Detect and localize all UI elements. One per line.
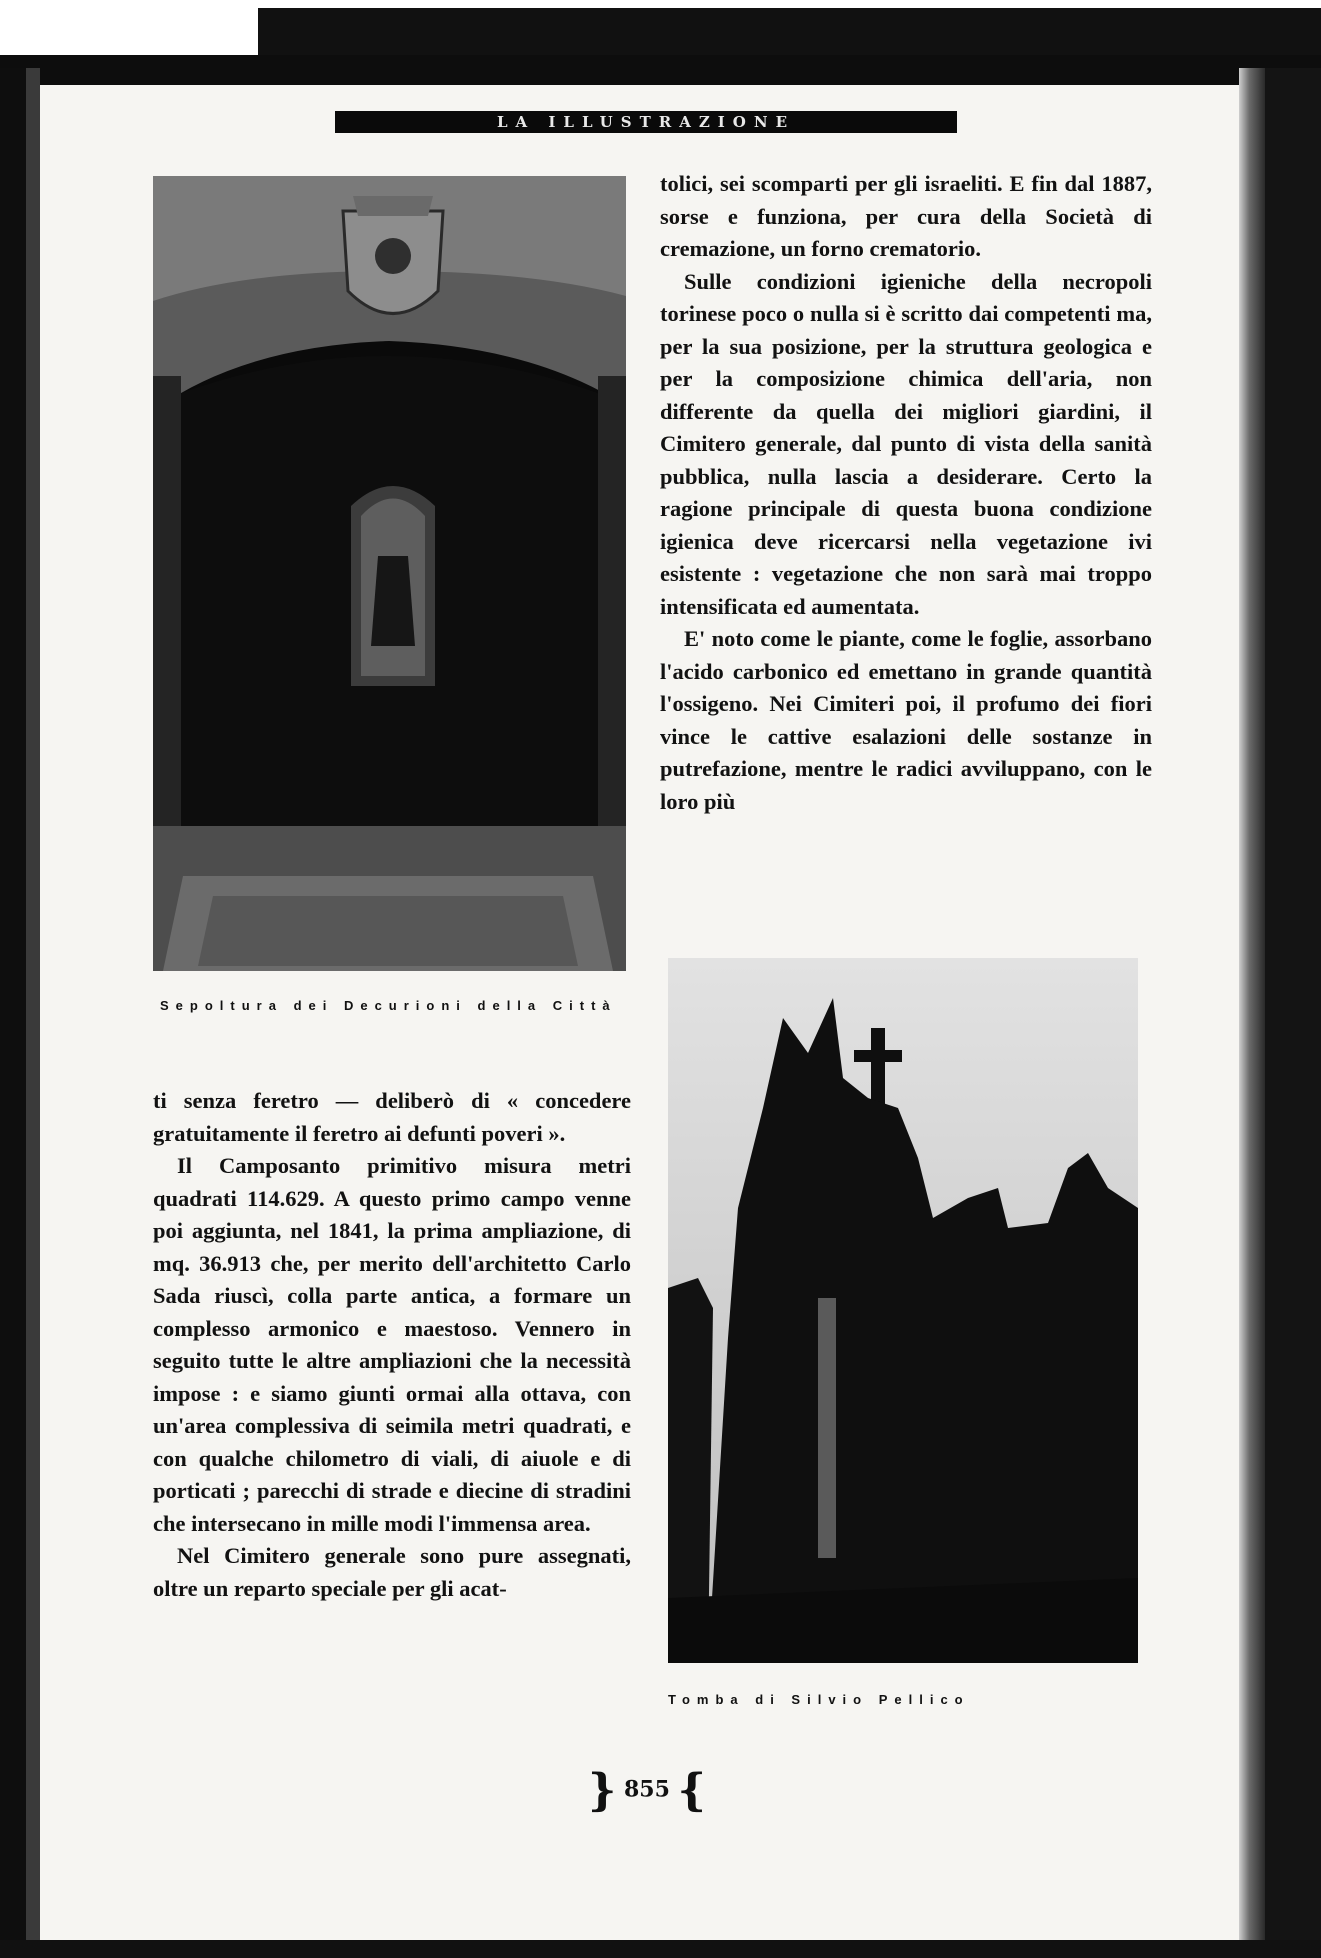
left-paragraph-2: Il Camposanto primitivo misura metri quadrati 114.629. A questo primo campo venne poi aggiunta, nel 1841, la prima ampliazione, di mq. 36.913 che, per merito dell'architetto Carlo Sada riuscì, colla parte antica, a formare un complesso armonico e maestoso. Vennero in seguito tutte le altre ampliazioni che la necessità impose : e siamo giunti ormai alla ottava, con un'area complessiva di seimila metri quadrati, e con qualche chilometro di viali, di aiuole e di porticati ; parecchi di strade e diecine di stradini che intersecano in mille modi l'immensa area. bbox=[153, 1153, 631, 1536]
window-icon bbox=[351, 486, 435, 686]
page-number-value: 855 bbox=[623, 1776, 670, 1803]
right-text-column bbox=[660, 168, 1152, 818]
caption-photo-1: Sepoltura dei Decurioni della Città bbox=[160, 998, 617, 1013]
right-paragraph-3: E' noto come le piante, come le foglie, assorbano l'acido carbonico ed emettano in grande quantità l'ossigeno. Nei Cimiteri poi, il profumo dei fiori vince le cattive esalazioni delle sostanze in putrefazione, mentre le radici avviluppano, con le loro più bbox=[660, 626, 1152, 814]
left-paragraph-1: ti senza feretro — deliberò di « concedere gratuitamente il feretro ai defunti poveri ». bbox=[153, 1088, 631, 1146]
caption-photo-2: Tomba di Silvio Pellico bbox=[668, 1692, 970, 1707]
left-text-column bbox=[153, 1085, 631, 1605]
scan-frame-bottom bbox=[0, 1940, 1321, 1958]
left-brace-ornament: } bbox=[588, 1765, 617, 1816]
photo-tomba-pellico bbox=[668, 958, 1138, 1663]
right-paragraph-2: Sulle condizioni igieniche della necropoli torinese poco o nulla si è scritto dai competenti ma, per la sua posizione, per la struttura geologica e per la composizione chimica dell'aria, non differente da quella dei migliori giardini, il Cimitero generale, dal punto di vista della sanità pubblica, nulla lascia a desiderare. Certo la ragione principale di questa buona condizione igienica deve ricercarsi nella vegetazione ivi esistente : vegetazione che non sarà mai troppo intensificata ed aumentata. bbox=[660, 268, 1152, 619]
photo-sepoltura-decurioni bbox=[153, 176, 626, 971]
right-brace-ornament: { bbox=[677, 1765, 706, 1816]
scan-frame-top bbox=[0, 0, 1321, 68]
page-number bbox=[588, 1765, 706, 1816]
running-header: LA ILLUSTRAZIONE bbox=[335, 111, 957, 133]
scan-frame-top-band bbox=[0, 55, 1321, 85]
scan-frame-right bbox=[1239, 68, 1321, 1958]
left-paragraph-3: Nel Cimitero generale sono pure assegnati, oltre un reparto speciale per gli acat- bbox=[153, 1543, 631, 1601]
coat-of-arms-icon bbox=[343, 196, 443, 314]
right-paragraph-1: tolici, sei scomparti per gli israeliti. E fin dal 1887, sorse e funziona, per cura della Società di cremazione, un forno crematorio. bbox=[660, 171, 1152, 261]
scan-frame-left bbox=[0, 68, 40, 1958]
